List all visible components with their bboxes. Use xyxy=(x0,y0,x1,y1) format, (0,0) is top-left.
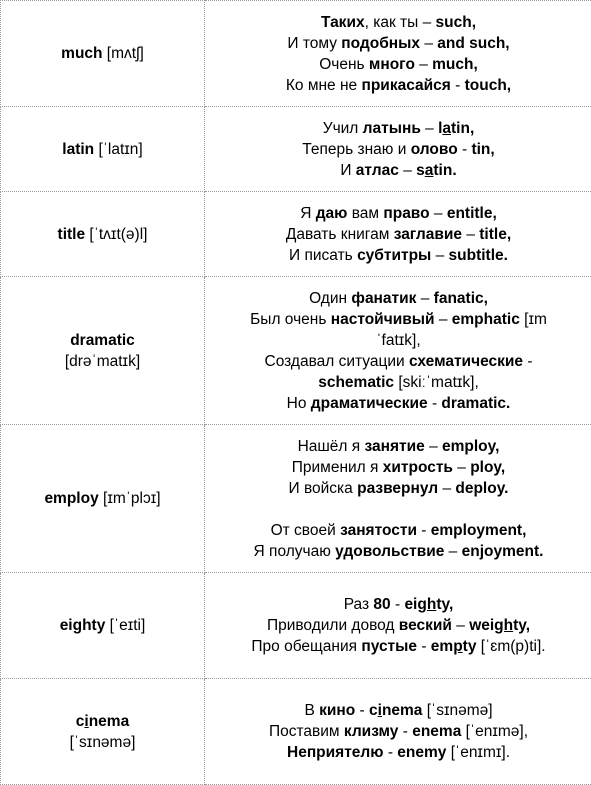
text-segment: - xyxy=(417,638,431,655)
poem-cell xyxy=(205,107,591,192)
word-cell xyxy=(1,679,205,785)
word-part: nema xyxy=(89,713,130,730)
bold-text: ty, xyxy=(513,617,530,634)
transcription: [ˈtʌɪt(ə)l] xyxy=(85,226,147,243)
poem-line xyxy=(205,12,591,33)
bold-text: enemy xyxy=(397,744,446,761)
bold-text: пустые xyxy=(361,638,417,655)
word-cell xyxy=(1,425,205,573)
bold-text: em xyxy=(431,638,453,655)
english-word: much xyxy=(61,45,102,62)
bold-text: право xyxy=(383,205,429,222)
bold-text: fanatic, xyxy=(434,290,488,307)
poem-line xyxy=(205,700,591,721)
poem-line xyxy=(205,75,591,96)
english-word: employ xyxy=(44,490,98,507)
vocabulary-table-body xyxy=(1,1,591,785)
text-segment: – xyxy=(421,120,438,137)
poem-line xyxy=(205,520,591,541)
poem-line xyxy=(205,118,591,139)
text-segment: – xyxy=(420,35,437,52)
text-segment: Учил xyxy=(323,120,363,137)
poem-line xyxy=(205,139,591,160)
bold-text: employment, xyxy=(431,522,527,539)
bold-text: субтитры xyxy=(357,247,431,264)
bold-text: олово xyxy=(411,141,458,158)
bold-text: настойчивый xyxy=(331,311,435,328)
text-segment: - xyxy=(398,723,412,740)
english-word: title xyxy=(58,226,86,243)
bold-text: wei xyxy=(469,617,494,634)
table-row xyxy=(1,679,591,785)
poem-line xyxy=(205,203,591,224)
text-segment: Был очень xyxy=(250,311,331,328)
text-segment: Нашёл я xyxy=(298,438,365,455)
bold-text: удовольствие xyxy=(335,543,444,560)
poem-line xyxy=(205,436,591,457)
poem-line xyxy=(205,457,591,478)
poem-line xyxy=(205,160,591,181)
text-segment: Про обещания xyxy=(251,638,361,655)
text-segment: - xyxy=(355,702,369,719)
text-segment: [ˈsɪnəmə] xyxy=(422,702,492,719)
bold-text: nema xyxy=(382,702,423,719)
bold-text: Неприятелю xyxy=(287,744,384,761)
bold-text xyxy=(453,638,462,655)
text-segment: От своей xyxy=(271,522,340,539)
bold-text: ty, xyxy=(436,596,453,613)
text-segment: Применил я xyxy=(292,459,383,476)
bold-text: атлас xyxy=(356,162,399,179)
text-segment: И xyxy=(340,162,355,179)
poem-line xyxy=(205,33,591,54)
bold-text: занятости xyxy=(340,522,417,539)
bold-text: заглавие xyxy=(394,226,462,243)
text-segment: – xyxy=(431,247,448,264)
text-segment: – xyxy=(435,311,452,328)
poem-line xyxy=(205,742,591,763)
text-segment: , как ты – xyxy=(365,14,436,31)
table-row xyxy=(1,107,591,192)
transcription: [ɪmˈplɔɪ] xyxy=(99,490,161,507)
bold-text: развернул xyxy=(357,480,438,497)
poem-cell xyxy=(205,192,591,277)
text-segment: - xyxy=(391,596,405,613)
table-row xyxy=(1,573,591,679)
transcription: [ˈeɪti] xyxy=(105,617,145,634)
text-segment: И писать xyxy=(289,247,357,264)
poem-line xyxy=(205,224,591,245)
poem-line xyxy=(205,393,591,414)
bold-text: touch, xyxy=(465,77,512,94)
word-cell xyxy=(1,192,205,277)
text-segment: – xyxy=(452,617,469,634)
bold-text: tin, xyxy=(471,141,494,158)
poem-line xyxy=(205,541,591,562)
text-segment: [ˈenɪmə], xyxy=(461,723,528,740)
bold-text: s xyxy=(416,162,425,179)
text-segment: Приводили довод xyxy=(267,617,399,634)
bold-text: much, xyxy=(432,56,478,73)
text-segment: Я xyxy=(300,205,316,222)
text-segment: И войска xyxy=(289,480,358,497)
table-row xyxy=(1,192,591,277)
bold-text: l xyxy=(438,120,442,137)
bold-text: tin, xyxy=(451,120,474,137)
text-segment: – xyxy=(438,480,455,497)
text-segment: Очень xyxy=(319,56,369,73)
text-segment: [ˈɛm(p)ti]. xyxy=(476,638,545,655)
transcription: [mʌtʃ] xyxy=(103,45,144,62)
bold-text: subtitle. xyxy=(449,247,508,264)
text-segment: - xyxy=(458,141,472,158)
underlined-letters: i xyxy=(378,702,382,719)
poem-cell xyxy=(205,679,591,785)
poem-cell xyxy=(205,573,591,679)
poem-line xyxy=(205,594,591,615)
text-segment: вам xyxy=(347,205,383,222)
text-segment: – xyxy=(430,205,447,222)
text-segment: - xyxy=(428,395,442,412)
text-segment: - xyxy=(384,744,398,761)
bold-text: dramatic. xyxy=(441,395,510,412)
text-segment: Один xyxy=(309,290,351,307)
bold-text: схематические xyxy=(409,353,523,370)
english-word: latin xyxy=(62,141,94,158)
bold-text: tin. xyxy=(433,162,456,179)
text-segment: В xyxy=(304,702,319,719)
poem-line xyxy=(205,721,591,742)
underlined-letters: a xyxy=(442,120,451,137)
bold-text: deploy. xyxy=(455,480,508,497)
text-segment: Создавал ситуации xyxy=(265,353,409,370)
bold-text: клизму xyxy=(344,723,399,740)
bold-text: enjoyment. xyxy=(462,543,544,560)
text-segment: [ɪm xyxy=(520,311,547,328)
poem-line xyxy=(205,245,591,266)
english-word: dramatic xyxy=(70,332,135,349)
bold-text: занятие xyxy=(364,438,424,455)
bold-text xyxy=(494,617,513,634)
bold-text: Таких xyxy=(321,14,365,31)
word-cell xyxy=(1,107,205,192)
underlined-letters: p xyxy=(453,638,462,655)
poem-line xyxy=(205,478,591,499)
poem-line xyxy=(205,372,591,393)
text-segment: – xyxy=(462,226,479,243)
text-segment: Я получаю xyxy=(254,543,336,560)
bold-text: фанатик xyxy=(351,290,416,307)
bold-text: ploy, xyxy=(470,459,505,476)
poem-cell xyxy=(205,1,591,107)
text-segment: Поставим xyxy=(269,723,344,740)
bold-text: and such, xyxy=(437,35,509,52)
poem-line xyxy=(205,351,591,372)
table-row xyxy=(1,277,591,425)
bold-text: хитрость xyxy=(383,459,453,476)
word-cell xyxy=(1,573,205,679)
text-segment: Но xyxy=(287,395,311,412)
text-segment: - xyxy=(523,353,532,370)
bold-text: даю xyxy=(316,205,348,222)
text-segment: – xyxy=(444,543,461,560)
poem-line xyxy=(205,636,591,657)
text-segment: [skiːˈmatɪk], xyxy=(394,374,479,391)
text-segment: Теперь знаю и xyxy=(302,141,410,158)
underlined-letters: gh xyxy=(417,596,436,613)
text-segment: И тому xyxy=(287,35,341,52)
word-cell xyxy=(1,1,205,107)
underlined-letters: gh xyxy=(494,617,513,634)
text-segment: – xyxy=(425,438,442,455)
bold-text: emphatic xyxy=(452,311,520,328)
english-word xyxy=(76,713,129,730)
poem-line xyxy=(205,615,591,636)
text-segment: ˈfatɪk], xyxy=(376,332,420,349)
poem-line xyxy=(205,309,591,330)
bold-text: 80 xyxy=(373,596,390,613)
text-segment: – xyxy=(399,162,416,179)
text-segment: - xyxy=(417,522,431,539)
text-segment: – xyxy=(453,459,470,476)
text-segment: Давать книгам xyxy=(286,226,394,243)
bold-text: кино xyxy=(319,702,355,719)
text-segment: [ˈenɪmɪ]. xyxy=(446,744,510,761)
bold-text: c xyxy=(369,702,378,719)
bold-text: such, xyxy=(436,14,476,31)
bold-text: entitle, xyxy=(447,205,497,222)
underlined-letters: i xyxy=(84,713,88,730)
bold-text xyxy=(442,120,451,137)
bold-text: веский xyxy=(399,617,452,634)
word-cell xyxy=(1,277,205,425)
bold-text: подобных xyxy=(341,35,420,52)
transcription: [drəˈmatɪk] xyxy=(65,353,140,370)
text-segment: – xyxy=(415,56,432,73)
underlined-letters: a xyxy=(425,162,434,179)
stanza-gap xyxy=(205,499,591,520)
text-segment: – xyxy=(416,290,433,307)
table-row xyxy=(1,1,591,107)
bold-text: латынь xyxy=(363,120,421,137)
text-segment: Ко мне не xyxy=(286,77,362,94)
word-part: c xyxy=(76,713,85,730)
table-row xyxy=(1,425,591,573)
poem-line xyxy=(205,330,591,351)
bold-text: драматические xyxy=(311,395,428,412)
bold-text: много xyxy=(369,56,415,73)
bold-text: ty xyxy=(463,638,477,655)
poem-cell xyxy=(205,425,591,573)
text-segment: Раз xyxy=(344,596,374,613)
bold-text: enema xyxy=(412,723,461,740)
bold-text: schematic xyxy=(318,374,394,391)
bold-text: ei xyxy=(404,596,417,613)
transcription: [ˈsɪnəmə] xyxy=(70,734,136,751)
bold-text: title, xyxy=(479,226,511,243)
transcription: [ˈlatɪn] xyxy=(94,141,143,158)
poem-cell xyxy=(205,277,591,425)
bold-text: employ, xyxy=(442,438,499,455)
text-segment: - xyxy=(451,77,465,94)
poem-line xyxy=(205,54,591,75)
poem-line xyxy=(205,288,591,309)
english-word: eighty xyxy=(60,617,106,634)
bold-text: прикасайся xyxy=(361,77,450,94)
bold-text xyxy=(417,596,436,613)
